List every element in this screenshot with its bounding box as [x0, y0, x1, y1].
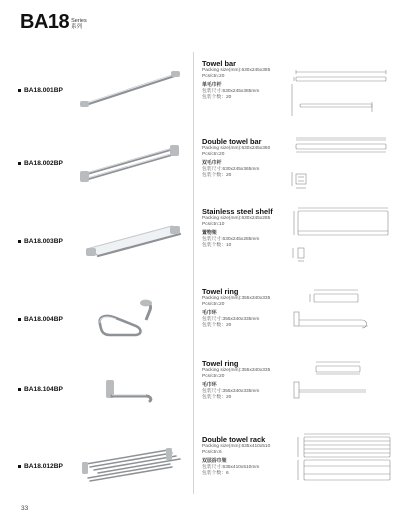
double-towel-bar-icon: [76, 138, 184, 188]
packing-size: Packing size(mm):635x410x510: [202, 443, 271, 449]
product-title-cn: 单毛巾杆: [202, 82, 222, 88]
product-code: BA18.004BP: [18, 316, 63, 323]
pcs-per-carton: Pcs/ctn:20: [202, 373, 225, 379]
packing-size-cn: 包装尺寸:630x245x385mm: [202, 88, 260, 94]
series-label: [71, 18, 87, 30]
packing-size: Packing size(mm):630x245x360: [202, 145, 271, 151]
bullet-icon: [18, 240, 21, 243]
bullet-icon: [18, 162, 21, 165]
product-title: Towel ring: [202, 287, 239, 296]
product-code: BA18.001BP: [18, 87, 63, 94]
product-title: Stainless steel shelf: [202, 207, 273, 216]
pcs-per-carton-cn: 包装个数：20: [202, 322, 232, 328]
product-code: BA18.003BP: [18, 238, 63, 245]
packing-size: Packing size(mm):630x245x285: [202, 215, 271, 221]
product-code: BA18.002BP: [18, 160, 63, 167]
product-title-cn: 置物架: [202, 230, 217, 236]
product-row: [0, 134, 400, 212]
page-number: 33: [21, 505, 29, 512]
towel-ring-icon: [76, 292, 184, 342]
product-title: Towel bar: [202, 59, 236, 68]
pcs-per-carton: Pcs/ctn:20: [202, 301, 225, 307]
technical-drawing: [290, 356, 394, 416]
pcs-per-carton: Pcs/ctn:6: [202, 449, 222, 455]
product-info: [202, 60, 284, 101]
packing-size-cn: 包装尺寸:630x245x365mm: [202, 166, 260, 172]
product-title-cn: 双层浴巾架: [202, 458, 227, 464]
pcs-per-carton-cn: 包装个数：20: [202, 94, 232, 100]
product-title: Double towel bar: [202, 137, 262, 146]
pcs-per-carton-cn: 包装个数：20: [202, 172, 232, 178]
packing-size: Packing size(mm):630x245x385: [202, 67, 271, 73]
product-info: [202, 138, 284, 179]
product-row: [0, 284, 400, 362]
product-row: [0, 430, 400, 508]
bullet-icon: [18, 388, 21, 391]
technical-drawing: [290, 284, 394, 344]
towel-ring-open-icon: [76, 366, 184, 416]
shelf-icon: [76, 212, 184, 262]
bullet-icon: [18, 465, 21, 468]
packing-size-cn: 包装尺寸:355x340x335mm: [202, 388, 260, 394]
pcs-per-carton-cn: 包装个数：10: [202, 242, 232, 248]
product-title-cn: 毛巾环: [202, 382, 217, 388]
bullet-icon: [18, 318, 21, 321]
product-info: [202, 208, 284, 249]
technical-drawing: [290, 64, 394, 124]
product-info: [202, 436, 284, 477]
product-title: Double towel rack: [202, 435, 266, 444]
product-title-cn: 毛巾环: [202, 310, 217, 316]
series-header: [20, 12, 87, 32]
packing-size: Packing size(mm):355x340x335: [202, 367, 271, 373]
technical-drawing: [290, 430, 394, 490]
towel-rack-icon: [76, 442, 184, 492]
product-info: [202, 360, 284, 401]
technical-drawing: [290, 134, 394, 194]
series-code: BA18: [20, 11, 70, 33]
series-label-cn: 系列: [71, 23, 83, 30]
pcs-per-carton-cn: 包装个数：6: [202, 470, 229, 476]
product-code: BA18.012BP: [18, 463, 63, 470]
series-label-en: Series: [71, 17, 87, 24]
bullet-icon: [18, 89, 21, 92]
pcs-per-carton: Pcs/ctn:10: [202, 221, 225, 227]
pcs-per-carton-cn: 包装个数：20: [202, 394, 232, 400]
product-title-cn: 双毛巾杆: [202, 160, 222, 166]
packing-size: Packing size(mm):355x340x335: [202, 295, 271, 301]
pcs-per-carton: Pcs/ctn:20: [202, 73, 225, 79]
product-code: BA18.104BP: [18, 386, 63, 393]
towel-bar-icon: [76, 64, 184, 114]
product-info: [202, 288, 284, 329]
pcs-per-carton: Pcs/ctn:20: [202, 151, 225, 157]
product-title: Towel ring: [202, 359, 239, 368]
technical-drawing: [290, 204, 394, 264]
packing-size-cn: 包装尺寸:635x410x510mm: [202, 464, 260, 470]
product-row: [0, 204, 400, 282]
product-row: [0, 56, 400, 134]
packing-size-cn: 包装尺寸:355x340x335mm: [202, 316, 260, 322]
product-row: [0, 356, 400, 434]
packing-size-cn: 包装尺寸:630x245x285mm: [202, 236, 260, 242]
